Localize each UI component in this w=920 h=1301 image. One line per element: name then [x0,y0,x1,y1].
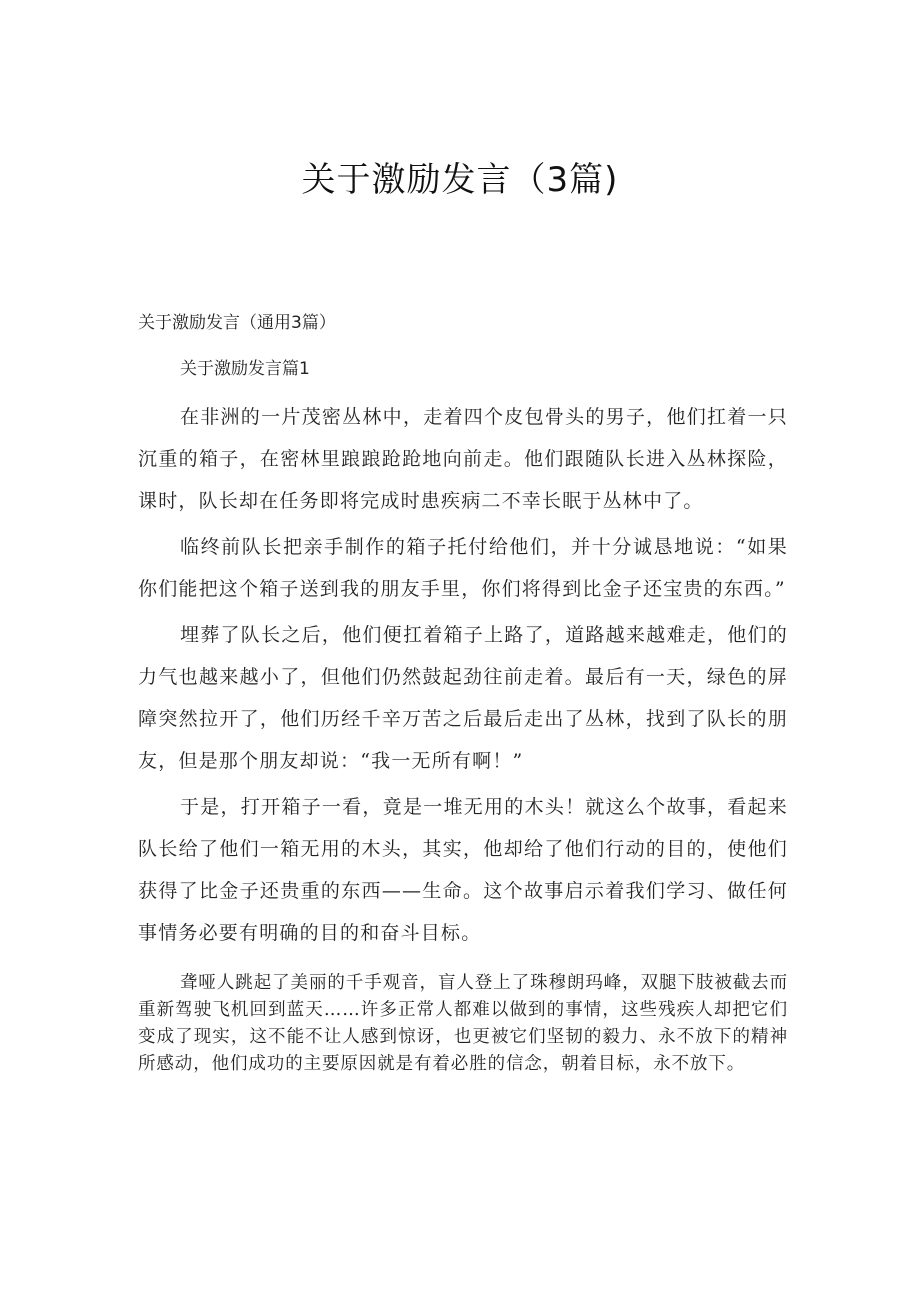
paragraph-lesson: 于是，打开箱子一看，竟是一堆无用的木头！就这么个故事，看起来队长给了他们一箱无用的木头，其实，他却给了他们行动的目的，使他们获得了比金子还贵重的东西——生命。这个故事启示着我们学习、做任何事情务必要有明确的目的和奋斗目标。 [138,796,788,944]
document-body [138,396,788,1078]
document-subtitle: 关于激励发言（通用3篇） [138,313,336,333]
paragraph-captain-request: 临终前队长把亲手制作的箱子托付给他们，并十分诚恳地说：“如果你们能把这个箱子送到我的朋友手里，你们将得到比金子还宝贵的东西。” [138,536,788,600]
paragraph-disabled-achievers: 聋哑人跳起了美丽的千手观音，盲人登上了珠穆朗玛峰，双腿下肢被截去而重新驾驶飞机回到蓝天……许多正常人都难以做到的事情，这些残疾人却把它们变成了现实，这不能不让人感到惊讶，也更被它们坚韧的毅力、永不放下的精神所感动，他们成功的主要原因就是有着必胜的信念，朝着目标，永不放下。 [138,973,788,1074]
document-title: 关于激励发言（3篇) [301,160,619,200]
section-heading: 关于激励发言篇1 [180,359,310,379]
paragraph-jungle-story: 在非洲的一片茂密丛林中，走着四个皮包骨头的男子，他们扛着一只沉重的箱子，在密林里踉踉跄跄地向前走。他们跟随队长进入丛林探险，课时，队长却在任务即将完成时患疾病二不幸长眠于丛林中了。 [138,406,788,512]
paragraph-journey: 埋葬了队长之后，他们便扛着箱子上路了，道路越来越难走，他们的力气也越来越小了，但他们仍然鼓起劲往前走着。最后有一天，绿色的屏障突然拉开了，他们历经千辛万苦之后最后走出了丛林，找到了队长的朋友，但是那个朋友却说：“我一无所有啊！” [138,624,788,772]
